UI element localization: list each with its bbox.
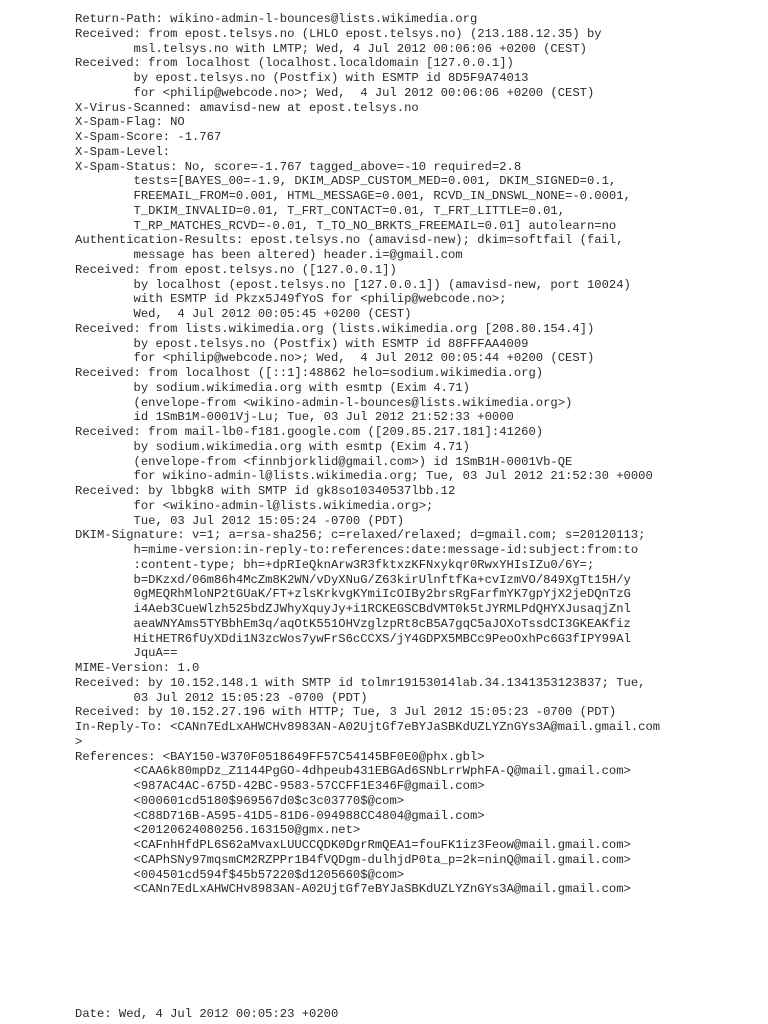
header-line: for <philip@webcode.no>; Wed, 4 Jul 2012 00:05:44 +0200 (CEST) <box>75 351 595 366</box>
header-line: <20120624080256.163150@gmx.net> <box>75 823 361 838</box>
header-line: <987AC4AC-675D-42BC-9583-57CCFF1E346F@gmail.com> <box>75 779 485 793</box>
header-line: JquA== <box>75 646 178 661</box>
header-line: DKIM-Signature: v=1; a=rsa-sha256; c=relaxed/relaxed; d=gmail.com; s=20120113; <box>75 528 646 543</box>
header-line: tests=[BAYES_00=-1.9, DKIM_ADSP_CUSTOM_MED=0.001, DKIM_SIGNED=0.1, <box>75 174 617 189</box>
date-header: Date: Wed, 4 Jul 2012 00:05:23 +0200 <box>75 1007 339 1021</box>
header-line: Received: by lbbgk8 with SMTP id gk8so10340537lbb.12 <box>75 484 456 498</box>
header-line: <004501cd594f$45b57220$d1205660$@com> <box>75 867 405 882</box>
header-line: for wikino-admin-l@lists.wikimedia.org; Tue, 03 Jul 2012 21:52:30 +0000 <box>75 469 653 484</box>
header-line: HitHETR6fUyXDdi1N3zcWos7ywFrS6cCCXS/jY4GDPX5MBCc9PeoOxhPc6G3fIPY99Al <box>75 631 631 646</box>
header-line: by epost.telsys.no (Postfix) with ESMTP id 8D5F9A74013 <box>75 71 529 85</box>
header-line: 0gMEQRhMloNP2tGUaK/FT+zlsKrkvgKYmiIcOIBy2brsRgFarfmYK7gpYjX2jeDQnTzG <box>75 587 631 602</box>
header-line: T_DKIM_INVALID=0.01, T_FRT_CONTACT=0.01, T_FRT_LITTLE=0.01, <box>75 203 566 218</box>
header-line: by sodium.wikimedia.org with esmtp (Exim 4.71) <box>75 439 470 454</box>
header-line: with ESMTP id Pkzx5J49fYoS for <philip@webcode.no>; <box>75 292 507 307</box>
header-line: :content-type; bh=+dpRIeQknArw3R3fktxzKFNxykqr0RwxYHIsIZu0/6Y=; <box>75 557 595 572</box>
header-line: Received: from localhost (localhost.localdomain [127.0.0.1]) <box>75 56 514 71</box>
header-line: Received: by 10.152.27.196 with HTTP; Tue, 3 Jul 2012 15:05:23 -0700 (PDT) <box>75 705 617 720</box>
header-line: aeaWNYAms5TYBbhEm3q/aqOtK551OHVzglzpRt8cB5A7gqC5aJOXoTssdCI3GKEAKfiz <box>75 616 631 631</box>
header-line: References: <BAY150-W370F0518649FF57C54145BF0E0@phx.gbl> <box>75 749 485 764</box>
header-line: for <wikino-admin-l@lists.wikimedia.org>; <box>75 498 434 513</box>
header-line: <CAFnhHfdPL6S62aMvaxLUUCCQDK0DgrRmQEA1=fouFK1iz3Feow@mail.gmail.com> <box>75 838 631 852</box>
header-line: by localhost (epost.telsys.no [127.0.0.1]) (amavisd-new, port 10024) <box>75 277 631 292</box>
header-line: Received: by 10.152.148.1 with SMTP id tolmr19153014lab.34.1341353123837; Tue, <box>75 675 646 690</box>
header-line: <CAPhSNy97mqsmCM2RZPPr1B4fVQDgm-dulhjdP0ta_p=2k=ninQ@mail.gmail.com> <box>75 852 631 867</box>
email-headers <box>75 12 745 897</box>
header-line: (envelope-from <wikino-admin-l-bounces@lists.wikimedia.org>) <box>75 395 573 410</box>
header-line: <CAA6k80mpDz_Z1144PgGO-4dhpeub431EBGAd6SNbLrrWphFA-Q@mail.gmail.com> <box>75 764 631 779</box>
header-line: <CANn7EdLxAHWCHv8983AN-A02UjtGf7eBYJaSBKdUZLYZnGYs3A@mail.gmail.com> <box>75 882 631 897</box>
header-line: by epost.telsys.no (Postfix) with ESMTP id 88FFFAA4009 <box>75 336 529 351</box>
header-line: <000601cd5180$969567d0$c3c03770$@com> <box>75 793 405 808</box>
header-line: Received: from epost.telsys.no ([127.0.0.1]) <box>75 262 397 277</box>
header-line: Received: from epost.telsys.no (LHLO epost.telsys.no) (213.188.12.35) by <box>75 26 602 41</box>
header-line: In-Reply-To: <CANn7EdLxAHWCHv8983AN-A02UjtGf7eBYJaSBKdUZLYZnGYs3A@mail.gmail.com <box>75 720 661 734</box>
header-line: i4Aeb3CueWlzh525bdZJWhyXquyJy+i1RCKEGSCBdVMT0k5tJYRMLPdQHYXJusaqjZnl <box>75 602 631 616</box>
header-line: for <philip@webcode.no>; Wed, 4 Jul 2012 00:06:06 +0200 (CEST) <box>75 85 595 100</box>
header-line: X-Spam-Status: No, score=-1.767 tagged_above=-10 required=2.8 <box>75 159 522 174</box>
header-line: <C88D716B-A595-41D5-81D6-094988CC4804@gmail.com> <box>75 808 485 823</box>
header-line: X-Spam-Level: <box>75 144 171 159</box>
header-line: X-Spam-Flag: NO <box>75 115 185 130</box>
header-line: id 1SmB1M-0001Vj-Lu; Tue, 03 Jul 2012 21:52:33 +0000 <box>75 410 514 425</box>
header-line: (envelope-from <finnbjorklid@gmail.com>) id 1SmB1H-0001Vb-QE <box>75 454 573 469</box>
header-line: message has been altered) header.i=@gmail.com <box>75 248 463 262</box>
header-line: Authentication-Results: epost.telsys.no (amavisd-new); dkim=softfail (fail, <box>75 233 624 248</box>
header-line: Received: from mail-lb0-f181.google.com ([209.85.217.181]:41260) <box>75 425 544 439</box>
header-line: MIME-Version: 1.0 <box>75 661 200 675</box>
header-line: by sodium.wikimedia.org with esmtp (Exim 4.71) <box>75 380 470 395</box>
header-line: Return-Path: wikino-admin-l-bounces@lists.wikimedia.org <box>75 12 478 26</box>
header-line: > <box>75 734 83 749</box>
header-line: msl.telsys.no with LMTP; Wed, 4 Jul 2012 00:06:06 +0200 (CEST) <box>75 41 587 56</box>
header-line: Received: from lists.wikimedia.org (lists.wikimedia.org [208.80.154.4]) <box>75 321 595 336</box>
header-line: X-Spam-Score: -1.767 <box>75 130 222 144</box>
header-line: h=mime-version:in-reply-to:references:date:message-id:subject:from:to <box>75 543 639 557</box>
header-line: b=DKzxd/06m86h4McZm8K2WN/vDyXNuG/Z63kirUlnftfKa+cvIzmVO/849XgTt15H/y <box>75 572 631 587</box>
header-line: Wed, 4 Jul 2012 00:05:45 +0200 (CEST) <box>75 307 412 321</box>
header-line: FREEMAIL_FROM=0.001, HTML_MESSAGE=0.001, RCVD_IN_DNSWL_NONE=-0.0001, <box>75 189 631 203</box>
header-line: 03 Jul 2012 15:05:23 -0700 (PDT) <box>75 690 368 705</box>
header-line: T_RP_MATCHES_RCVD=-0.01, T_TO_NO_BRKTS_FREEMAIL=0.01] autolearn=no <box>75 218 617 233</box>
header-line: Received: from localhost ([::1]:48862 helo=sodium.wikimedia.org) <box>75 366 544 380</box>
header-line: Tue, 03 Jul 2012 15:05:24 -0700 (PDT) <box>75 513 405 528</box>
header-line: X-Virus-Scanned: amavisd-new at epost.telsys.no <box>75 100 419 115</box>
